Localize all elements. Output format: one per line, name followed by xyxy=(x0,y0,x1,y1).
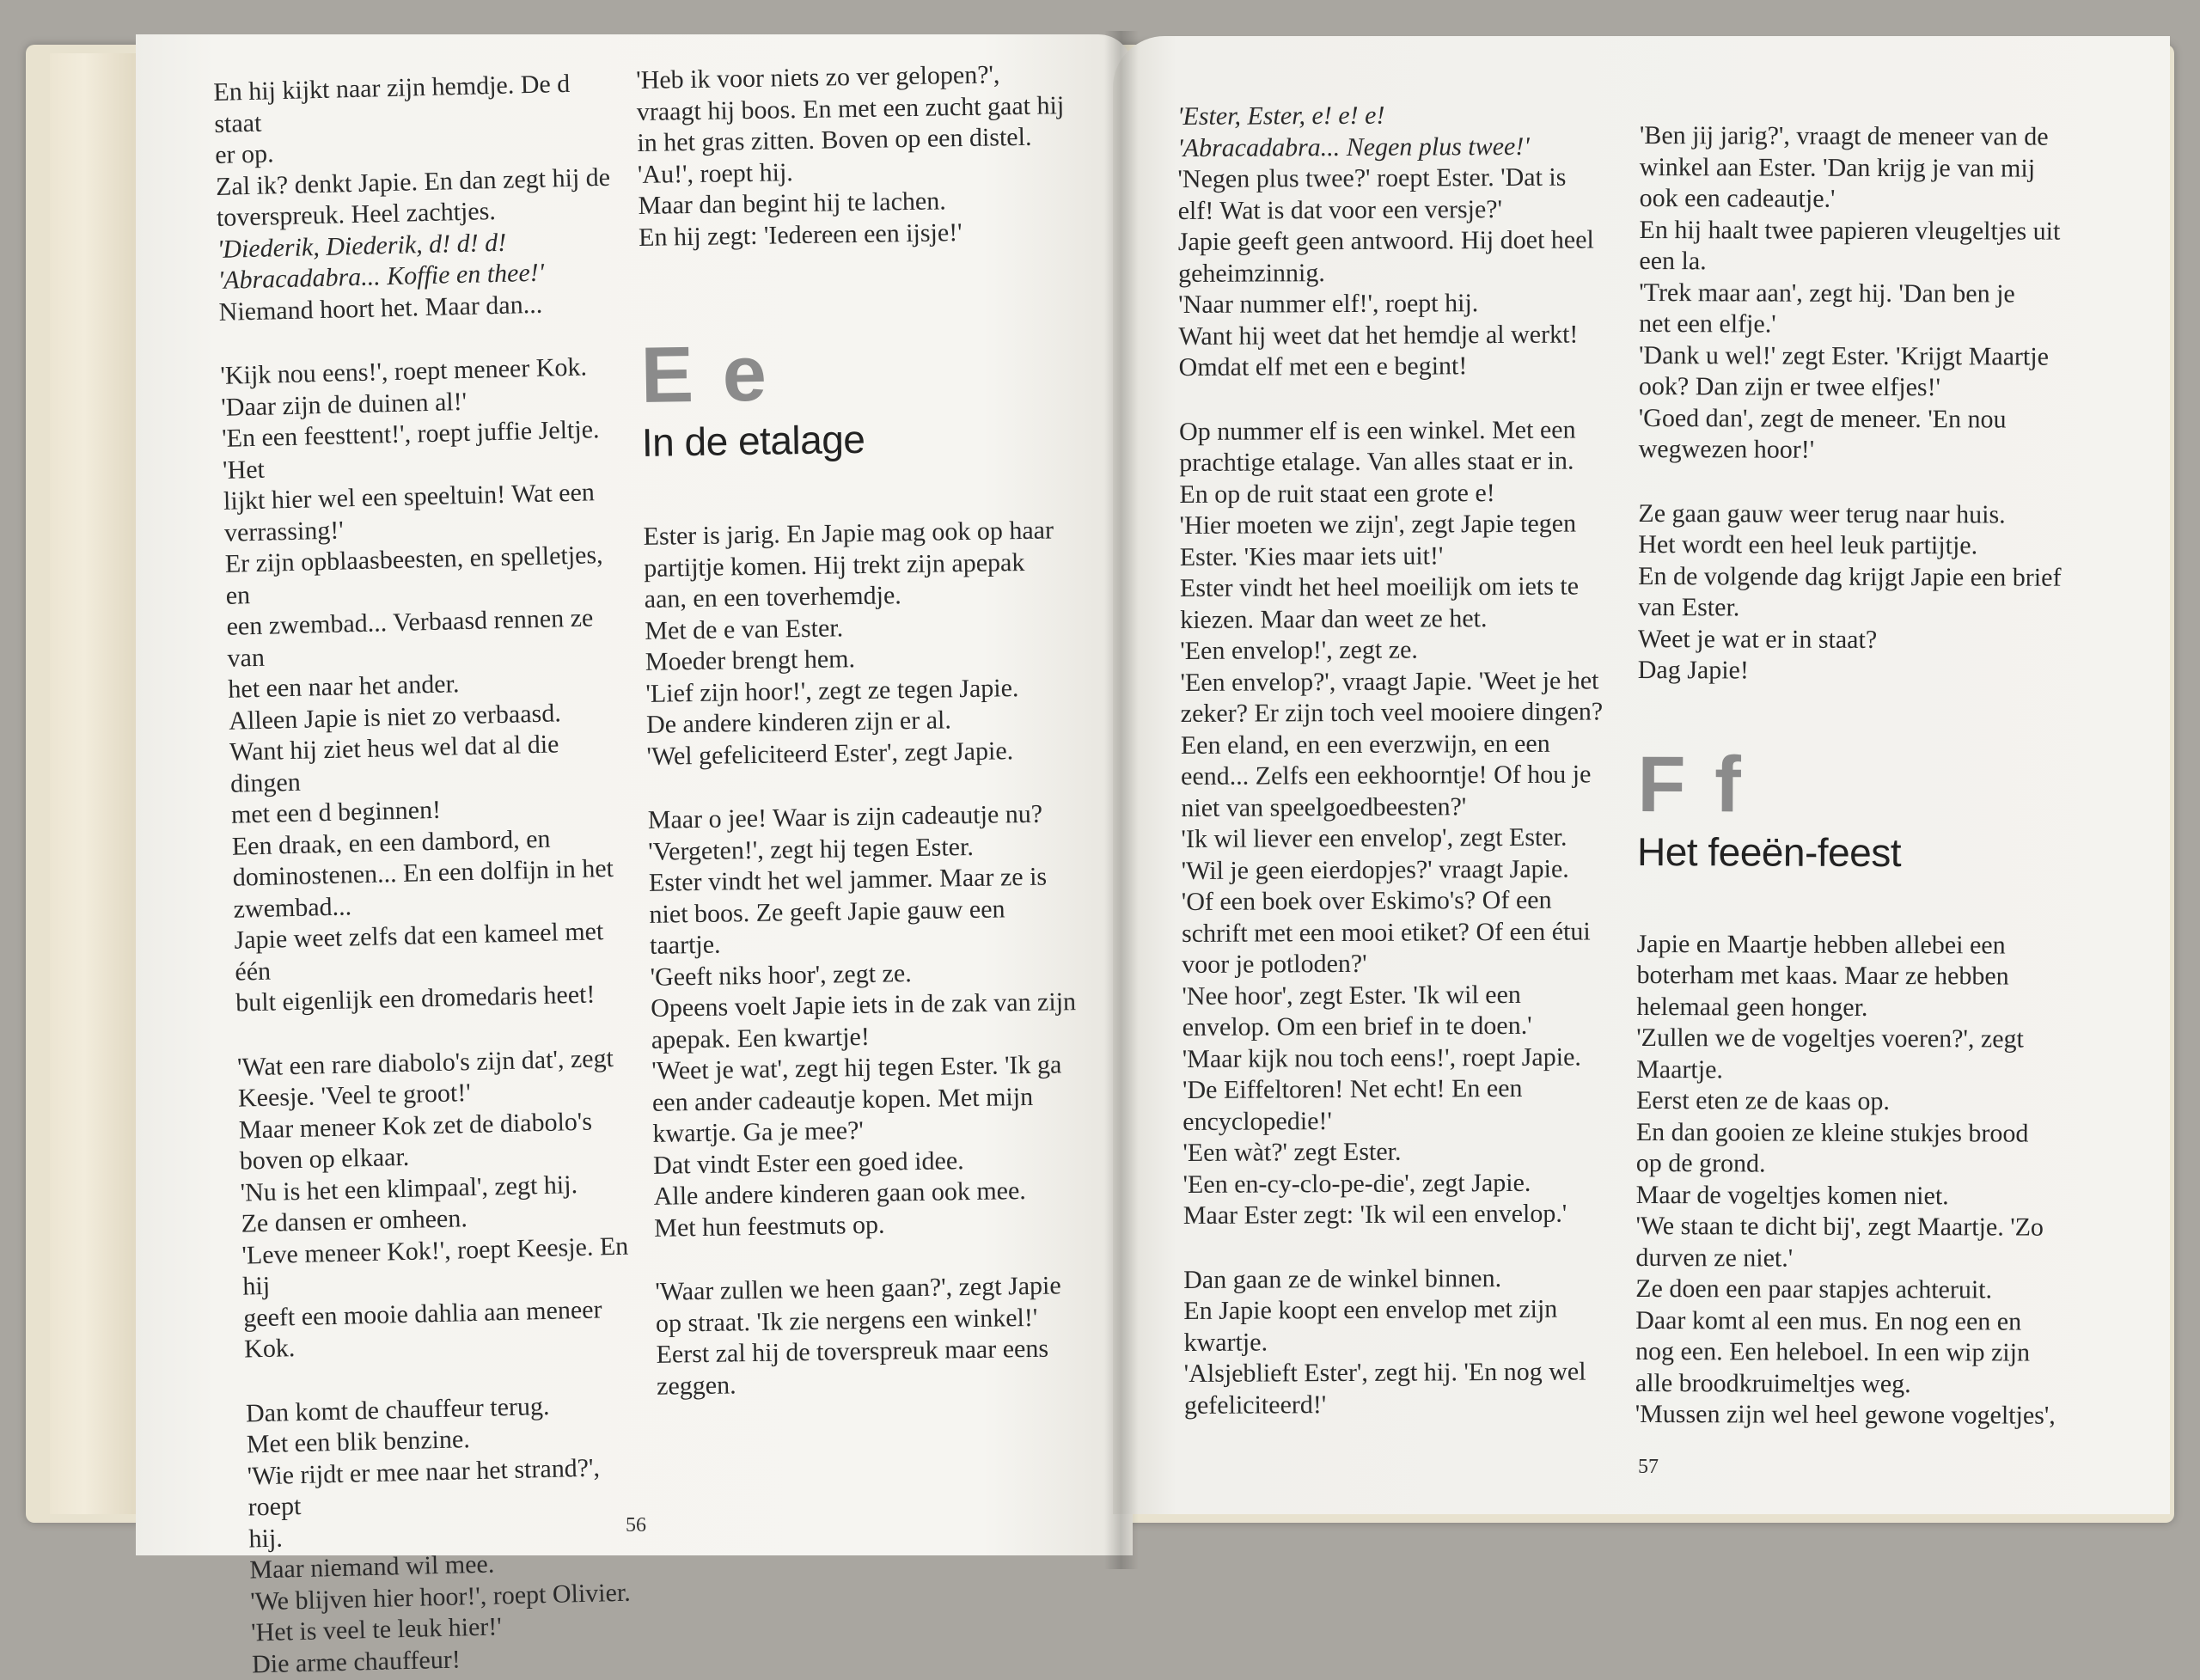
text-line: Maar niemand wil mee. xyxy=(249,1549,495,1585)
text-line: Met hun feestmuts op. xyxy=(653,1210,885,1243)
text-line: 'We blijven hier hoor!', roept Olivier. xyxy=(249,1578,632,1616)
text-line: 'Zullen we de vogeltjes voeren?', zegt xyxy=(1636,1023,2024,1054)
text-line: boterham met kaas. Maar ze hebben xyxy=(1636,960,2009,991)
text-line: Maartje. xyxy=(1636,1054,1723,1084)
text-line: 'Wie rijdt er mee naar het strand?', roept xyxy=(247,1452,601,1522)
text-line: Maar de vogeltjes komen niet. xyxy=(1635,1180,1949,1210)
text-line: prachtige etalage. Van alles staat er in. xyxy=(1179,446,1574,477)
text-line: geheimzinnig. xyxy=(1177,258,1325,288)
text-line: Maar meneer Kok zet de diabolo's xyxy=(238,1107,593,1145)
text-line: Maar Ester zegt: 'Ik wil een envelop.' xyxy=(1182,1199,1568,1230)
text-line: boven op elkaar. xyxy=(239,1142,410,1176)
text-line: 'Weet je wat', zegt hij tegen Ester. 'Ik ga xyxy=(651,1050,1062,1085)
text-line: Daar komt al een mus. En nog een en xyxy=(1635,1305,2022,1336)
paragraph-gap xyxy=(1179,382,1626,417)
text-line: geeft een mooie dahlia aan meneer Kok. xyxy=(242,1294,602,1364)
text-line: Met de e van Ester. xyxy=(645,613,844,645)
text-line: Want hij weet dat het hemdje al werkt! xyxy=(1178,320,1579,351)
left-page-column-b xyxy=(636,58,1112,1402)
text-line: 'En een feesttent!', roept juffie Jeltje. 'Het xyxy=(221,415,600,485)
text-line: Ze dansen er omheen. xyxy=(241,1204,468,1238)
right-page-column-c xyxy=(1177,99,1631,1421)
text-line: toverspreuk. Heel zachtjes. xyxy=(216,197,497,232)
text-line: eend... Zelfs een eekhoorntje! Of hou je xyxy=(1181,760,1592,791)
text-line: Het wordt een heel leuk partijtje. xyxy=(1638,529,1978,560)
text-line: Niemand hoort het. Maar dan... xyxy=(218,290,543,327)
paragraph-gap xyxy=(1638,465,2068,499)
text-line: niet boos. Ze geeft Japie gauw een xyxy=(649,894,1005,929)
text-line: 'Trek maar aan', zegt hij. 'Dan ben je xyxy=(1639,278,2015,309)
text-line: elf! Wat is dat voor een versje?' xyxy=(1177,194,1503,225)
text-line: 'Diederik, Diederik, d! d! d! xyxy=(217,228,507,264)
text-line: alle broodkruimeltjes weg. xyxy=(1635,1368,1911,1398)
text-line: zeker? Er zijn toch veel mooiere dingen? xyxy=(1180,697,1604,728)
text-line: Ester. 'Kies maar iets uit!' xyxy=(1179,541,1444,571)
text-line: 'Au!', roept hij. xyxy=(637,157,794,189)
paragraph-gap xyxy=(1183,1230,1630,1265)
text-line: er op. xyxy=(214,139,274,169)
text-line: Met een blik benzine. xyxy=(246,1425,471,1459)
text-line: 'Een wàt?' zegt Ester. xyxy=(1182,1137,1402,1167)
text-line: in het gras zitten. Boven op een distel. xyxy=(637,122,1032,157)
text-line: een zwembad... Verbaasd rennen ze van xyxy=(226,603,594,673)
text-line: Er zijn opblaasbeesten, en spelletjes, en xyxy=(224,541,603,610)
text-line: Eerst zal hij de toverspreuk maar eens xyxy=(656,1334,1049,1369)
text-line: kiezen. Maar dan weet ze het. xyxy=(1180,603,1488,634)
chapter-letters-e: E e xyxy=(639,329,771,419)
text-line: ook een cadeautje.' xyxy=(1639,183,1836,213)
text-line: En hij kijkt naar zijn hemdje. De d staat xyxy=(213,69,571,138)
text-line: gefeliciteerd!' xyxy=(1183,1390,1327,1420)
text-line: En op de ruit staat een grote e! xyxy=(1179,478,1495,509)
text-line: Dat vindt Ester een goed idee. xyxy=(652,1145,964,1180)
text-line: Op nummer elf is een winkel. Met een xyxy=(1178,415,1576,446)
text-line: Alleen Japie is niet zo verbaasd. xyxy=(228,698,562,736)
text-line: Keesje. 'Veel te groot!' xyxy=(237,1078,472,1113)
text-line: 'Naar nummer elf!', roept hij. xyxy=(1178,289,1479,319)
text-line: apepak. Een kwartje! xyxy=(651,1022,871,1054)
text-line: wegwezen hoor!' xyxy=(1638,434,1815,464)
text-line: Ze doen een paar stapjes achteruit. xyxy=(1635,1274,1993,1304)
text-line: Omdat elf met een e begint! xyxy=(1178,351,1468,382)
column-b-top-text xyxy=(636,58,1094,254)
chapter-letters-f: F f xyxy=(1637,740,1745,828)
page-number-right: 57 xyxy=(1638,1456,1659,1478)
text-line: 'Het is veel te leuk hier!' xyxy=(250,1612,503,1647)
text-line: 'Nu is het een klimpaal', zegt hij. xyxy=(240,1170,578,1207)
text-line: Maar o jee! Waar is zijn cadeautje nu? xyxy=(647,799,1043,834)
text-line: op de grond. xyxy=(1635,1148,1766,1178)
text-line: Japie geeft geen antwoord. Hij doet heel xyxy=(1177,225,1594,256)
text-line: van Ester. xyxy=(1637,592,1740,622)
text-line: Ester vindt het wel jammer. Maar ze is xyxy=(648,862,1048,897)
text-line: 'Geeft niks hoor', zegt ze. xyxy=(650,958,912,992)
text-line: encyclopedie!' xyxy=(1182,1106,1332,1136)
chapter-title-e: In de etalage xyxy=(641,416,865,465)
text-line: 'Wat een rare diabolo's zijn dat', zegt xyxy=(236,1043,614,1082)
text-line: taartje. xyxy=(649,930,721,960)
text-line: 'Ik wil liever een envelop', zegt Ester. xyxy=(1181,822,1568,853)
text-line: En hij haalt twee papieren vleugeltjes uit xyxy=(1639,215,2061,246)
text-line: zeggen. xyxy=(656,1370,736,1401)
text-line: Dag Japie! xyxy=(1637,655,1749,685)
text-line: Want hij ziet heus wel dat al die dingen xyxy=(229,730,559,798)
text-line: 'Mussen zijn wel heel gewone vogeltjes', xyxy=(1635,1399,2056,1430)
text-line: kwartje. Ga je mee?' xyxy=(652,1115,865,1148)
text-line: 'Abracadabra... Negen plus twee!' xyxy=(1177,131,1530,162)
text-line: op straat. 'Ik zie nergens een winkel!' xyxy=(655,1303,1038,1338)
column-d-top-text xyxy=(1638,120,2069,687)
text-line: 'Dank u wel!' zegt Ester. 'Krijgt Maartje xyxy=(1638,340,2050,371)
text-line: 'Wil je geen eierdopjes?' vraagt Japie. xyxy=(1181,854,1569,885)
text-line: 'We staan te dicht bij', zegt Maartje. 'Zo xyxy=(1635,1211,2044,1242)
book-spine-edge xyxy=(50,53,136,1514)
text-line: kwartje. xyxy=(1183,1327,1268,1357)
text-line: Ester vindt het heel moeilijk om iets te xyxy=(1179,571,1580,602)
text-line: En Japie koopt een envelop met zijn xyxy=(1183,1294,1558,1325)
text-line: voor je potloden?' xyxy=(1182,949,1367,979)
text-line: 'Een en-cy-clo-pe-die', zegt Japie. xyxy=(1182,1168,1531,1199)
column-d-body-text xyxy=(1635,928,2067,1432)
text-line: durven ze niet.' xyxy=(1635,1243,1794,1273)
text-line: 'Daar zijn de duinen al!' xyxy=(220,387,468,422)
text-line: Weet je wat er in staat? xyxy=(1637,624,1878,654)
text-line: net een elfje.' xyxy=(1639,309,1776,339)
text-line: Japie weet zelfs dat een kameel met één xyxy=(234,917,604,987)
text-line: 'Maar kijk nou toch eens!', roept Japie. xyxy=(1182,1042,1581,1073)
text-line: aan, en een toverhemdje. xyxy=(644,581,902,614)
text-line: nog een. Een heleboel. In een wip zijn xyxy=(1635,1336,2031,1367)
text-line: 'Kijk nou eens!', roept meneer Kok. xyxy=(220,352,588,390)
text-line: Japie en Maartje hebben allebei een xyxy=(1636,929,2006,959)
text-line: En de volgende dag krijgt Japie een brief xyxy=(1638,561,2062,592)
chapter-heading-e xyxy=(640,326,1097,467)
text-line: Alle andere kinderen gaan ook mee. xyxy=(653,1176,1027,1211)
text-line: Die arme chauffeur! xyxy=(251,1645,461,1678)
text-line: een la. xyxy=(1639,246,1707,276)
text-line: dominostenen... En een dolfijn in het xyxy=(232,853,614,892)
text-line: 'Waar zullen we heen gaan?', zegt Japie xyxy=(655,1271,1061,1306)
text-line: 'Lief zijn hoor!', zegt ze tegen Japie. xyxy=(645,673,1019,708)
text-line: Dan gaan ze de winkel binnen. xyxy=(1183,1263,1502,1294)
text-line: 'Ben jij jarig?', vraagt de meneer van de xyxy=(1639,121,2049,151)
text-line: vraagt hij boos. En met een zucht gaat hij xyxy=(636,90,1065,126)
text-line: 'Abracadabra... Koffie en thee!' xyxy=(217,258,545,295)
text-line: Een draak, en een dambord, en xyxy=(231,824,551,861)
text-line: 'Hier moeten we zijn', zegt Japie tegen xyxy=(1179,509,1577,540)
text-line: 'Negen plus twee?' roept Ester. 'Dat is xyxy=(1177,162,1567,193)
text-line: 'Goed dan', zegt de meneer. 'En nou xyxy=(1638,403,2007,433)
text-line: Ze gaan gauw weer terug naar huis. xyxy=(1638,498,2006,528)
text-line: Opeens voelt Japie iets in de zak van zijn xyxy=(650,987,1077,1023)
text-line: het een naar het ander. xyxy=(228,669,460,704)
text-line: Maar dan begint hij te lachen. xyxy=(638,186,946,220)
text-line: ook? Dan zijn er twee elfjes!' xyxy=(1638,371,1941,402)
text-line: 'De Eiffeltoren! Net echt! En een xyxy=(1182,1073,1523,1104)
text-line: niet van speelgoedbeesten?' xyxy=(1181,791,1467,822)
right-page-column-d xyxy=(1635,120,2069,1432)
text-line: schrift met een mooi etiket? Of een étui xyxy=(1181,916,1591,948)
text-line: 'Wel gefeliciteerd Ester', zegt Japie. xyxy=(646,736,1014,771)
text-line: Dan komt de chauffeur terug. xyxy=(245,1391,550,1428)
text-line: Eerst eten ze de kaas op. xyxy=(1635,1085,1890,1116)
text-line: Ester is jarig. En Japie mag ook op haar xyxy=(643,516,1054,551)
left-page-column-a xyxy=(213,68,647,1680)
text-line: 'Heb ik voor niets zo ver gelopen?', xyxy=(636,60,1000,95)
text-line: winkel aan Ester. 'Dan krijg je van mij xyxy=(1639,152,2036,183)
text-line: bult eigenlijk een dromedaris heet! xyxy=(235,980,596,1017)
text-line: De andere kinderen zijn er al. xyxy=(645,706,952,739)
text-line: En dan gooien ze kleine stukjes brood xyxy=(1635,1117,2029,1148)
text-line: 'Een envelop?', vraagt Japie. 'Weet je het xyxy=(1180,665,1599,697)
text-line: Een eland, en een everzwijn, en een xyxy=(1180,729,1550,760)
text-line: En hij zegt: 'Iedereen een ijsje!' xyxy=(638,217,962,252)
text-line: lijkt hier wel een speeltuin! Wat een xyxy=(223,478,596,516)
text-line: 'Nee hoor', zegt Ester. 'Ik wil een xyxy=(1182,980,1521,1011)
text-line: envelop. Om een brief in te doen.' xyxy=(1182,1011,1532,1042)
page-number-left: 56 xyxy=(626,1514,646,1536)
text-line: partijtje komen. Hij trekt zijn apepak xyxy=(643,547,1025,583)
text-line: met een d beginnen! xyxy=(230,795,442,829)
text-line: Moeder brengt hem. xyxy=(645,645,856,676)
text-line: een ander cadeautje kopen. Met mijn xyxy=(651,1082,1034,1117)
text-line: helemaal geen honger. xyxy=(1636,992,1868,1022)
text-line: 'Vergeten!', zegt hij tegen Ester. xyxy=(648,832,975,866)
text-line: verrassing!' xyxy=(223,515,345,547)
text-line: zwembad... xyxy=(233,891,352,924)
text-line: Zal ik? denkt Japie. En dan zegt hij de xyxy=(215,162,611,201)
chapter-title-f: Het feeën-feest xyxy=(1636,828,1902,875)
text-line: 'Alsjeblieft Ester', zegt hij. 'En nog wel xyxy=(1183,1357,1586,1388)
text-line: 'Ester, Ester, e! e! e! xyxy=(1177,101,1385,131)
text-line: hij. xyxy=(248,1524,284,1553)
text-line: 'Een envelop!', zegt ze. xyxy=(1180,635,1418,665)
text-line: 'Of een boek over Eskimo's? Of een xyxy=(1181,885,1552,916)
text-line: 'Leve meneer Kok!', roept Keesje. En hij xyxy=(241,1231,629,1301)
chapter-heading-f xyxy=(1637,741,2068,877)
column-b-body-text xyxy=(643,515,1112,1402)
